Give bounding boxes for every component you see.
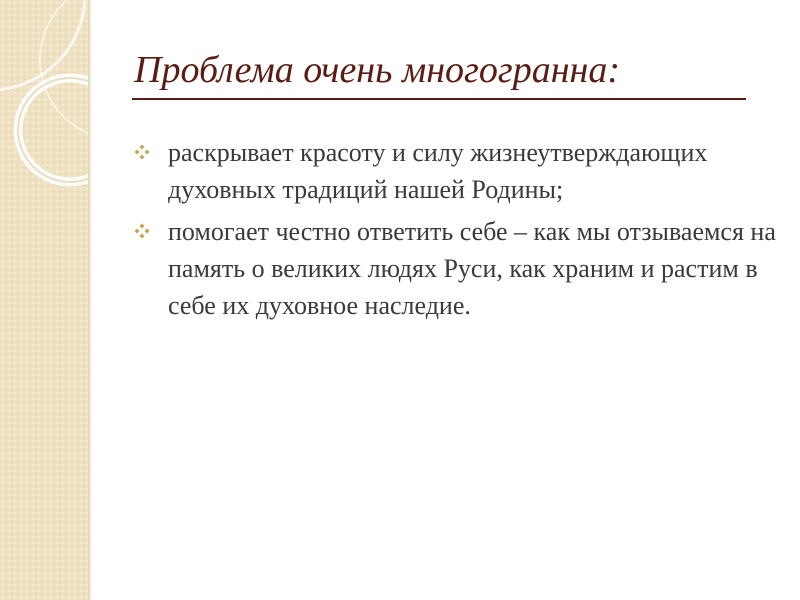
diamond-bullet-icon [134,144,150,160]
diamond-bullet-icon [134,223,150,239]
bullet-text: помогает честно ответить себе – как мы отзываемся на память о великих людях Руси, как храним и растим в себе их духовное наследие. [168,217,776,320]
bullet-item [134,213,784,324]
side-band-edge [88,0,91,600]
decorative-side-band [0,0,88,600]
decorative-rings-graphic [0,0,88,600]
bullet-text: раскрывает красоту и силу жизнеутверждающих духовных традиций нашей Родины; [168,138,708,204]
slide-title: Проблема очень многогранна: [134,49,621,91]
bullet-item [134,134,784,208]
title-underline [132,98,746,100]
bullet-list [134,134,784,329]
